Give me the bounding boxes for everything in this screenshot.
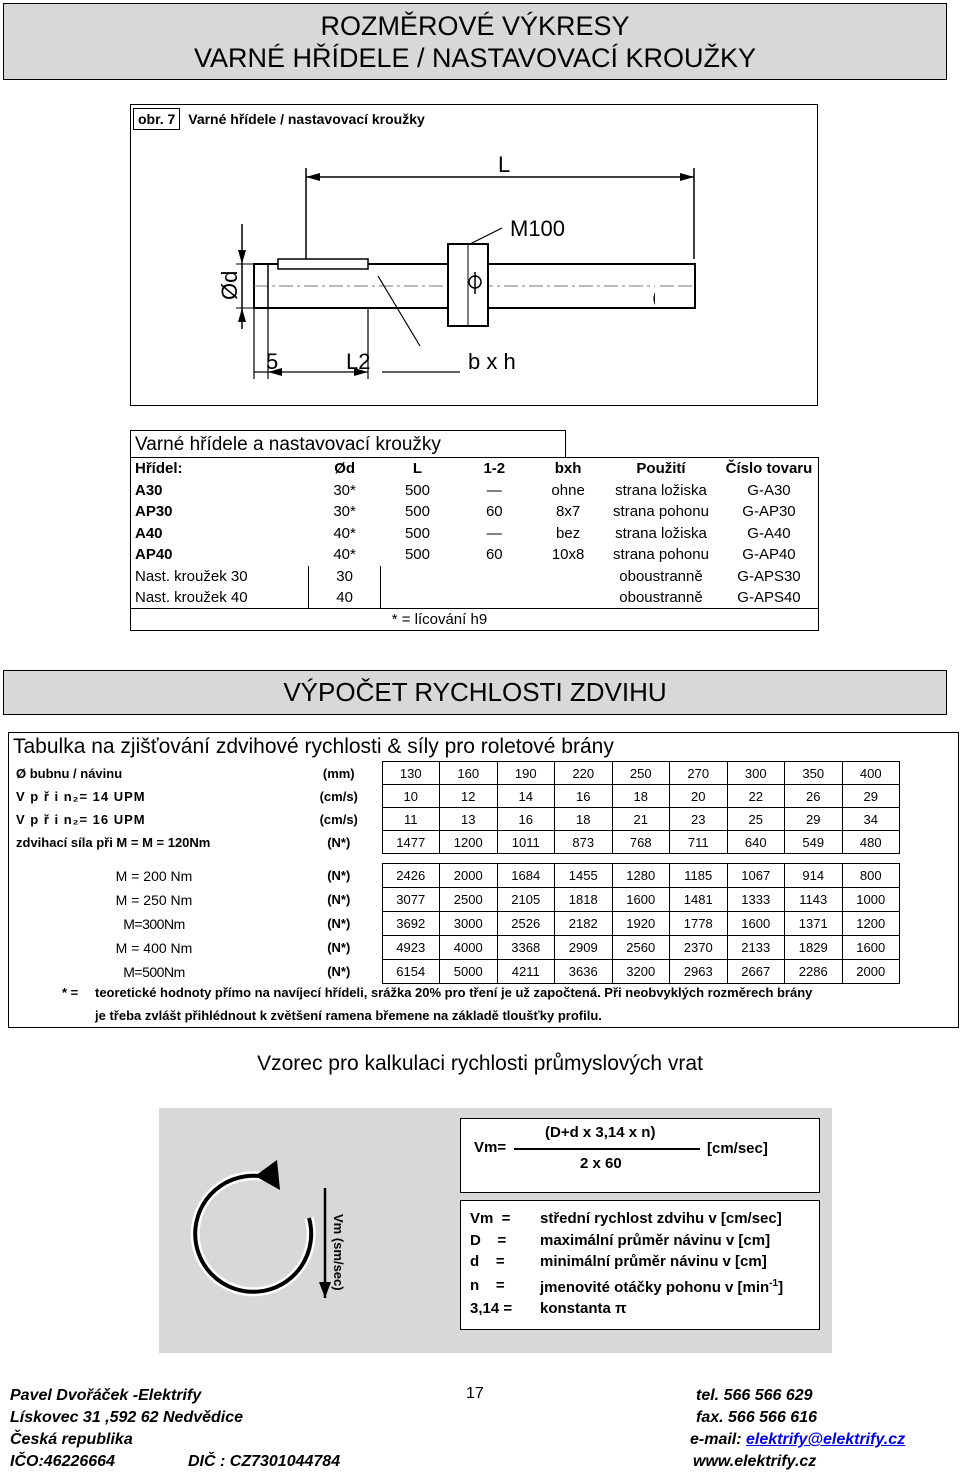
value-cell: 23 xyxy=(670,808,728,831)
value-cell: 800 xyxy=(842,864,900,888)
header-cell: L xyxy=(412,460,423,478)
table-row xyxy=(131,587,818,609)
value-cell: 2000 xyxy=(842,960,900,984)
value-cell: 1600 xyxy=(842,936,900,960)
label-bxh: b x h xyxy=(468,349,516,374)
value-cell: 29 xyxy=(785,808,843,831)
figure-number: obr. 7 xyxy=(133,108,180,130)
row-label: M=300Nm xyxy=(123,915,185,932)
table-cell: 500 xyxy=(404,503,430,521)
speed-table xyxy=(12,761,900,984)
value-cell: 873 xyxy=(555,831,613,854)
row-label: V p ř i n₂= 14 UPM xyxy=(16,788,146,804)
definition-text: maximální průměr návinu v [cm] xyxy=(540,1231,771,1249)
table-cell: strana ložiska xyxy=(615,524,707,542)
note-line-2: je třeba zvlášt přihlédnout k zvětšení ramena břemene na základě tloušťky profilu. xyxy=(95,1008,602,1023)
table-cell: 500 xyxy=(404,524,430,542)
row-unit: (N*) xyxy=(327,868,351,883)
table-row xyxy=(12,936,900,960)
table-row xyxy=(12,912,900,936)
definition-row xyxy=(470,1298,783,1320)
value-cell: 1818 xyxy=(555,888,613,912)
value-cell: 400 xyxy=(842,762,900,785)
table-cell: 500 xyxy=(404,481,430,499)
table-cell: bez xyxy=(556,524,581,542)
value-cell: 160 xyxy=(440,762,498,785)
table-cell: 30* xyxy=(333,503,356,521)
value-cell: 2370 xyxy=(670,936,728,960)
table-cell: G-AP30 xyxy=(742,503,796,521)
definition-row xyxy=(470,1251,783,1273)
table-cell xyxy=(454,566,534,588)
value-cell: 29 xyxy=(842,785,900,808)
row-label: M = 200 Nm xyxy=(115,867,193,884)
value-cell: 11 xyxy=(382,808,440,831)
header-cell: 1-2 xyxy=(483,460,506,478)
value-cell: 2000 xyxy=(440,864,498,888)
value-cell: 250 xyxy=(612,762,670,785)
value-cell: 12 xyxy=(440,785,498,808)
value-cell: 2182 xyxy=(555,912,613,936)
value-cell: 1371 xyxy=(785,912,843,936)
footer-company: Pavel Dvořáček -Elektrify xyxy=(10,1387,202,1404)
footer-right xyxy=(690,1385,905,1473)
definition-text: konstanta π xyxy=(540,1300,627,1317)
value-cell: 2105 xyxy=(497,888,555,912)
value-cell: 768 xyxy=(612,831,670,854)
table-cell: 60 xyxy=(485,546,503,564)
table-cell: ohne xyxy=(551,481,585,499)
value-cell: 2526 xyxy=(497,912,555,936)
definition-row xyxy=(470,1273,783,1299)
table-cell: G-APS30 xyxy=(737,567,801,585)
header-line-1: ROZMĚROVÉ VÝKRESY xyxy=(320,11,630,41)
header-line-2: VARNÉ HŘÍDELE / NASTAVOVACÍ KROUŽKY xyxy=(193,43,757,73)
page-number: 17 xyxy=(466,1385,484,1402)
value-cell: 914 xyxy=(785,864,843,888)
value-cell: 1185 xyxy=(670,864,728,888)
value-cell: 1200 xyxy=(440,831,498,854)
definition-tail: ] xyxy=(778,1278,784,1296)
value-cell: 2133 xyxy=(727,936,785,960)
table-footnote-row xyxy=(131,609,818,631)
header-cell: Číslo tovaru xyxy=(725,460,813,478)
table-cell: 500 xyxy=(404,546,430,564)
table-header-row xyxy=(131,458,818,480)
row-label: Ø bubnu / návinu xyxy=(16,765,123,781)
section-banner: VÝPOČET RYCHLOSTI ZDVIHU xyxy=(3,670,947,715)
label-L2: L2 xyxy=(346,349,371,374)
table-cell: A30 xyxy=(135,481,163,499)
table-cell: oboustranně xyxy=(619,567,703,585)
table-row xyxy=(12,888,900,912)
shaft-table-section xyxy=(130,430,818,631)
definition-sup: -1 xyxy=(769,1277,779,1289)
footer-fax: fax. 566 566 616 xyxy=(696,1409,817,1426)
value-cell: 1778 xyxy=(670,912,728,936)
figure-caption-text: Varné hřídele / nastavovací kroužky xyxy=(188,111,425,127)
formula-numerator: (D+d x 3,14 x n) xyxy=(545,1124,656,1141)
table-row xyxy=(12,831,900,854)
table-row xyxy=(12,785,900,808)
header-cell: Použití xyxy=(636,460,686,478)
value-cell: 2500 xyxy=(440,888,498,912)
row-label: V p ř i n₂= 16 UPM xyxy=(16,811,146,827)
shaft-table-title: Varné hřídele a nastavovací kroužky xyxy=(130,430,566,457)
definition-text: jmenovité otáčky pohonu v [min xyxy=(540,1278,770,1296)
footer-dic: DIČ : CZ7301044784 xyxy=(188,1453,341,1470)
table-cell: AP40 xyxy=(135,546,173,564)
table-row xyxy=(131,480,818,502)
value-cell: 1600 xyxy=(727,912,785,936)
value-cell: 1481 xyxy=(670,888,728,912)
label-5: 5 xyxy=(266,349,279,374)
table-cell: G-A30 xyxy=(747,481,791,499)
table-row xyxy=(131,544,818,566)
table-cell: — xyxy=(486,524,502,542)
value-cell: 34 xyxy=(842,808,900,831)
value-cell: 190 xyxy=(497,762,555,785)
table-cell: G-AP40 xyxy=(742,546,796,564)
value-cell: 2426 xyxy=(382,864,440,888)
header-cell: Hřídel: xyxy=(135,460,183,478)
row-unit: (N*) xyxy=(327,916,351,931)
value-cell: 2667 xyxy=(727,960,785,984)
value-cell: 3636 xyxy=(555,960,613,984)
definition-text: minimální průměr návinu v [cm] xyxy=(540,1253,767,1270)
value-cell: 130 xyxy=(382,762,440,785)
note-line-1: teoretické hodnoty přímo na navíjecí hřídeli, srážka 20% pro tření je už započtená. Při neobvyklých rozměrech brány xyxy=(95,985,813,1000)
table-cell: AP30 xyxy=(135,503,173,521)
value-cell: 1280 xyxy=(612,864,670,888)
label-diameter: Ød xyxy=(217,270,242,300)
fraction-bar xyxy=(514,1148,700,1150)
footer-email-label: e-mail: xyxy=(690,1431,747,1448)
value-cell: 480 xyxy=(842,831,900,854)
value-cell: 3692 xyxy=(382,912,440,936)
table-cell: A40 xyxy=(135,524,163,542)
table-cell: 10x8 xyxy=(551,546,585,564)
table-row xyxy=(12,960,900,984)
value-cell: 2560 xyxy=(612,936,670,960)
label-L: L xyxy=(498,152,511,177)
table-cell: G-A40 xyxy=(747,524,791,542)
table-footnote: * = lícování h9 xyxy=(309,609,535,631)
value-cell: 13 xyxy=(440,808,498,831)
table-cell: 30 xyxy=(309,566,381,588)
definition-text: střední rychlost zdvihu v [cm/sec] xyxy=(540,1210,782,1227)
definition-symbol: n = xyxy=(470,1276,505,1294)
value-cell: 1011 xyxy=(497,831,555,854)
value-cell: 3077 xyxy=(382,888,440,912)
value-cell: 1920 xyxy=(612,912,670,936)
value-cell: 1600 xyxy=(612,888,670,912)
table-cell: 40 xyxy=(309,587,381,609)
definition-row xyxy=(470,1230,783,1252)
row-unit: (cm/s) xyxy=(319,788,358,804)
formula-denominator: 2 x 60 xyxy=(580,1155,622,1172)
table-row xyxy=(12,808,900,831)
value-cell: 22 xyxy=(727,785,785,808)
table-cell: strana pohonu xyxy=(613,503,709,521)
formula-vm: Vm= xyxy=(474,1139,507,1156)
footer-country: Česká republika xyxy=(10,1431,133,1448)
header-cell: Ød xyxy=(334,460,356,478)
value-cell: 16 xyxy=(555,785,613,808)
speed-table-title: Tabulka na zjišťování zdvihové rychlosti & síly pro roletové brány xyxy=(13,735,614,758)
formula-unit: [cm/sec] xyxy=(707,1140,768,1157)
label-M100: M100 xyxy=(510,216,566,241)
row-unit: (mm) xyxy=(322,765,355,781)
value-cell: 1000 xyxy=(842,888,900,912)
value-cell: 4211 xyxy=(497,960,555,984)
value-cell: 16 xyxy=(497,808,555,831)
table-cell: 40* xyxy=(333,546,356,564)
table-row xyxy=(131,566,818,588)
definition-symbol: d = xyxy=(470,1253,505,1270)
value-cell: 1333 xyxy=(727,888,785,912)
shaft-table xyxy=(131,458,818,630)
definition-row xyxy=(470,1208,783,1230)
value-cell: 1829 xyxy=(785,936,843,960)
value-cell: 3368 xyxy=(497,936,555,960)
table-cell: oboustranně xyxy=(619,589,703,606)
page-header xyxy=(3,3,947,80)
value-cell: 1067 xyxy=(727,864,785,888)
value-cell: 6154 xyxy=(382,960,440,984)
value-cell: 1477 xyxy=(382,831,440,854)
table-cell: — xyxy=(486,481,502,499)
value-cell: 2909 xyxy=(555,936,613,960)
table-cell xyxy=(381,587,455,609)
table-cell: strana ložiska xyxy=(615,481,707,499)
row-unit: (N*) xyxy=(327,940,351,955)
footer-tel: tel. 566 566 629 xyxy=(696,1387,813,1404)
table-cell xyxy=(534,566,602,588)
value-cell: 2963 xyxy=(670,960,728,984)
rotation-arrow-icon xyxy=(159,1108,459,1353)
value-cell: 640 xyxy=(727,831,785,854)
table-cell: 8x7 xyxy=(556,503,581,521)
value-cell: 1200 xyxy=(842,912,900,936)
value-cell: 10 xyxy=(382,785,440,808)
table-cell: G-APS40 xyxy=(737,589,801,606)
value-cell: 1684 xyxy=(497,864,555,888)
table-cell: Nast. kroužek 40 xyxy=(135,589,248,606)
row-label: zdvihací síla při M = M = 120Nm xyxy=(16,834,211,850)
note-mark: * = xyxy=(62,985,79,1000)
table-cell: Nast. kroužek 30 xyxy=(135,567,248,585)
table-cell xyxy=(534,587,602,609)
table-row xyxy=(12,864,900,888)
row-label: M=500Nm xyxy=(123,963,185,980)
footer-address: Lískovec 31 ,592 62 Nedvědice xyxy=(10,1409,244,1426)
value-cell: 1455 xyxy=(555,864,613,888)
table-cell: strana pohonu xyxy=(613,546,709,564)
row-label: M = 400 Nm xyxy=(115,939,193,956)
table-cell xyxy=(381,566,455,588)
footer-email-line xyxy=(690,1429,905,1451)
arrow-label: Vm (sm/sec) xyxy=(331,1214,346,1291)
table-cell: 30* xyxy=(333,481,356,499)
value-cell: 26 xyxy=(785,785,843,808)
table-cell: 60 xyxy=(485,503,503,521)
row-label: M = 250 Nm xyxy=(115,891,193,908)
footer-ico: IČO:46226664 xyxy=(10,1453,115,1470)
value-cell: 20 xyxy=(670,785,728,808)
value-cell: 4923 xyxy=(382,936,440,960)
value-cell: 220 xyxy=(555,762,613,785)
footer-web[interactable]: www.elektrify.cz xyxy=(693,1453,817,1470)
value-cell: 18 xyxy=(555,808,613,831)
value-cell: 18 xyxy=(612,785,670,808)
value-cell: 350 xyxy=(785,762,843,785)
value-cell: 21 xyxy=(612,808,670,831)
header-cell: bxh xyxy=(554,460,582,478)
definition-symbol: D = xyxy=(470,1231,507,1249)
row-unit: (N*) xyxy=(327,964,351,979)
table-row xyxy=(131,523,818,545)
definition-symbol: Vm = xyxy=(470,1210,511,1227)
value-cell: 2286 xyxy=(785,960,843,984)
row-unit: (N*) xyxy=(327,834,351,850)
table-cell xyxy=(454,587,534,609)
table-row xyxy=(12,762,900,785)
value-cell: 5000 xyxy=(440,960,498,984)
value-cell: 25 xyxy=(727,808,785,831)
value-cell: 549 xyxy=(785,831,843,854)
value-cell: 300 xyxy=(727,762,785,785)
value-cell: 711 xyxy=(670,831,728,854)
value-cell: 14 xyxy=(497,785,555,808)
value-cell: 270 xyxy=(670,762,728,785)
table-cell: 40* xyxy=(333,524,356,542)
definitions-list xyxy=(470,1208,783,1320)
formula-title: Vzorec pro kalkulaci rychlosti průmyslových vrat xyxy=(257,1052,703,1075)
definition-symbol: 3,14 = xyxy=(470,1300,513,1317)
table-row xyxy=(131,501,818,523)
value-cell: 1143 xyxy=(785,888,843,912)
row-unit: (cm/s) xyxy=(319,811,358,827)
value-cell: 3000 xyxy=(440,912,498,936)
value-cell: 4000 xyxy=(440,936,498,960)
row-unit: (N*) xyxy=(327,892,351,907)
footer-email-link[interactable]: elektrify@elektrify.cz xyxy=(746,1431,906,1448)
value-cell: 3200 xyxy=(612,960,670,984)
